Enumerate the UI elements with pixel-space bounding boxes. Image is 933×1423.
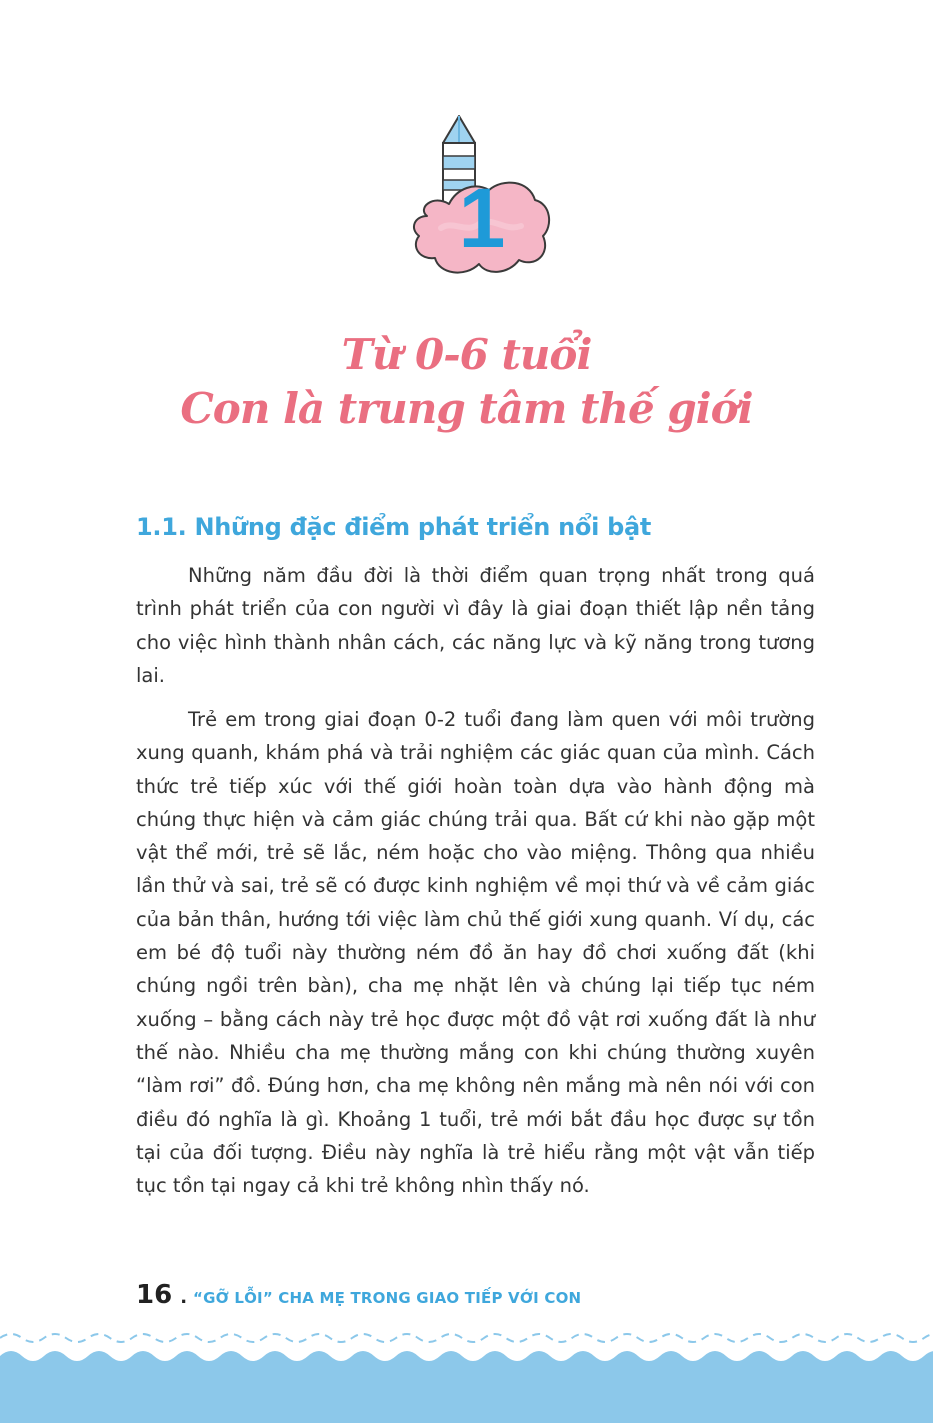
chapter-number: 1 <box>458 171 506 265</box>
section-heading: 1.1. Những đặc điểm phát triển nổi bật <box>136 513 652 541</box>
page-number: 16 <box>136 1280 173 1310</box>
chapter-title-line-2: Con là trung tâm thế giới <box>180 384 753 433</box>
footer-separator: . <box>180 1287 188 1308</box>
page-footer <box>136 1280 581 1312</box>
wave-decoration <box>0 1330 933 1423</box>
book-title: “GỠ LỖI” CHA MẸ TRONG GIAO TIẾP VỚI CON <box>193 1289 582 1307</box>
body-paragraph: Trẻ em trong giai đoạn 0-2 tuổi đang làm quen với môi trường xung quanh, khám phá và trải nghiệm các giác quan của mình. Cách thức trẻ tiếp xúc với thế giới hoàn toàn dựa vào hành động mà chúng thực hiện và cảm giác chúng trải qua. Bất cứ khi nào gặp một vật thể mới, trẻ sẽ lắc, ném hoặc cho vào miệng. Thông qua nhiều lần thử và sai, trẻ sẽ có được kinh nghiệm về mọi thứ và về cảm giác của bản thân, hướng tới việc làm chủ thế giới xung quanh. Ví dụ, các em bé độ tuổi này thường ném đồ ăn hay đồ chơi xuống đất (khi chúng ngồi trên bàn), cha mẹ nhặt lên và chúng lại tiếp tục ném xuống – bằng cách này trẻ học được một đồ vật rơi xuống đất là như thế nào. Nhiều cha mẹ thường mắng con khi chúng thường xuyên “làm rơi” đồ. Đúng hơn, cha mẹ không nên mắng mà nên nói với con điều đó nghĩa là gì. Khoảng 1 tuổi, trẻ mới bắt đầu học được sự tồn tại của đối tượng. Điều này nghĩa là trẻ hiểu rằng một vật vẫn tiếp tục tồn tại ngay cả khi trẻ không nhìn thấy nó. <box>136 708 815 1198</box>
chapter-title-line-1: Từ 0-6 tuổi <box>341 330 592 379</box>
body-paragraph: Những năm đầu đời là thời điểm quan trọng nhất trong quá trình phát triển của con người vì đây là giai đoạn thiết lập nền tảng cho việc hình thành nhân cách, các năng lực và kỹ năng trong tương lai. <box>136 564 815 687</box>
